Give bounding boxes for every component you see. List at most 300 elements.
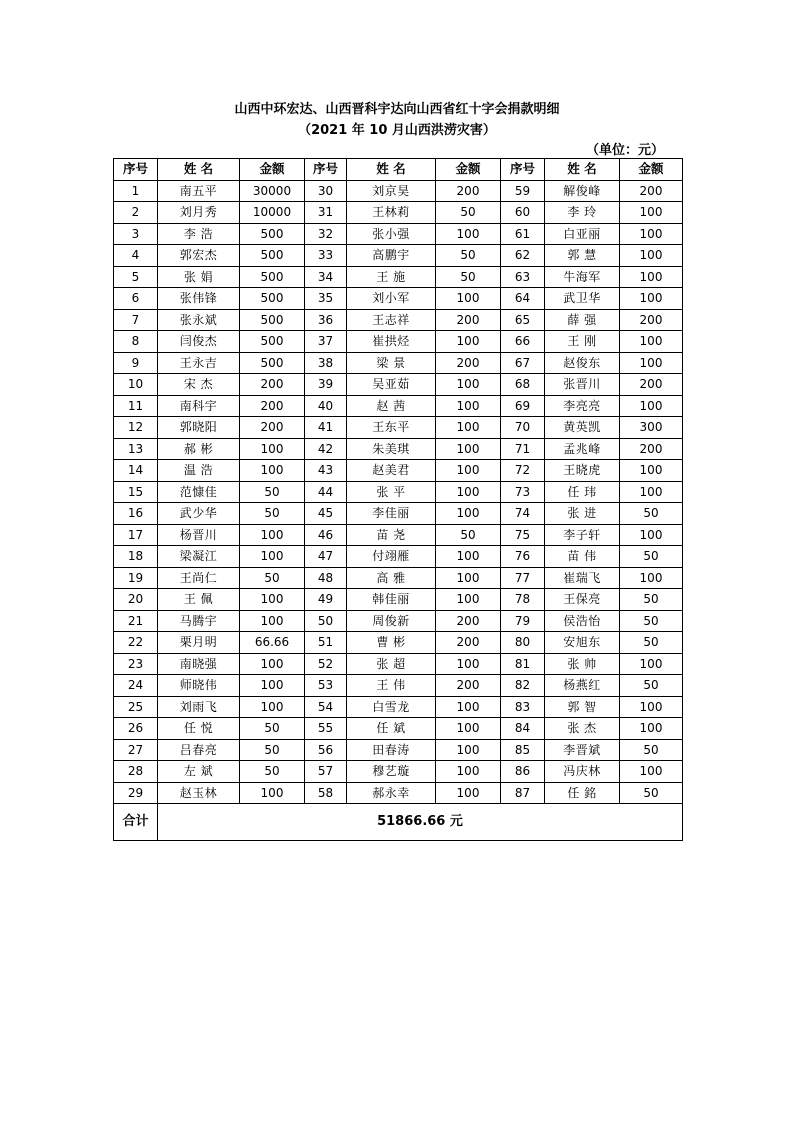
- cell-amount: 100: [436, 653, 501, 675]
- total-label: 合计: [114, 804, 158, 841]
- cell-amount: 200: [240, 395, 305, 417]
- cell-amount: 100: [240, 610, 305, 632]
- cell-index: 57: [305, 761, 347, 783]
- cell-amount: 100: [240, 653, 305, 675]
- cell-name: 梁 景: [347, 352, 436, 374]
- cell-index: 47: [305, 546, 347, 568]
- cell-index: 22: [114, 632, 158, 654]
- cell-index: 29: [114, 782, 158, 804]
- cell-index: 13: [114, 438, 158, 460]
- cell-amount: 50: [436, 524, 501, 546]
- cell-index: 37: [305, 331, 347, 353]
- cell-index: 46: [305, 524, 347, 546]
- cell-name: 任 斌: [347, 718, 436, 740]
- cell-amount: 100: [620, 352, 683, 374]
- cell-name: 任 玮: [545, 481, 620, 503]
- cell-amount: 100: [620, 202, 683, 224]
- cell-name: 王东平: [347, 417, 436, 439]
- cell-amount: 100: [436, 460, 501, 482]
- cell-index: 14: [114, 460, 158, 482]
- cell-name: 王 佩: [158, 589, 240, 611]
- cell-name: 牛海军: [545, 266, 620, 288]
- cell-amount: 100: [240, 546, 305, 568]
- table-row: [114, 202, 683, 224]
- cell-name: 张 娟: [158, 266, 240, 288]
- cell-index: 42: [305, 438, 347, 460]
- table-row: [114, 395, 683, 417]
- cell-amount: 100: [436, 782, 501, 804]
- table-row: [114, 653, 683, 675]
- cell-name: 高 雅: [347, 567, 436, 589]
- cell-amount: 100: [240, 460, 305, 482]
- cell-amount: 100: [436, 417, 501, 439]
- cell-name: 李佳丽: [347, 503, 436, 525]
- cell-amount: 300: [620, 417, 683, 439]
- cell-amount: 50: [240, 503, 305, 525]
- cell-name: 王 伟: [347, 675, 436, 697]
- cell-amount: 50: [436, 202, 501, 224]
- cell-amount: 500: [240, 245, 305, 267]
- cell-amount: 50: [620, 739, 683, 761]
- cell-name: 范慷佳: [158, 481, 240, 503]
- cell-amount: 50: [620, 675, 683, 697]
- table-row: [114, 438, 683, 460]
- cell-amount: 50: [620, 589, 683, 611]
- cell-amount: 50: [620, 610, 683, 632]
- cell-amount: 200: [620, 180, 683, 202]
- cell-amount: 100: [436, 374, 501, 396]
- cell-amount: 50: [240, 761, 305, 783]
- cell-name: 郭 智: [545, 696, 620, 718]
- cell-name: 王永吉: [158, 352, 240, 374]
- cell-name: 温 浩: [158, 460, 240, 482]
- cell-index: 10: [114, 374, 158, 396]
- cell-amount: 100: [620, 761, 683, 783]
- cell-index: 16: [114, 503, 158, 525]
- donation-table: [113, 158, 683, 841]
- cell-index: 27: [114, 739, 158, 761]
- cell-name: 吴亚茹: [347, 374, 436, 396]
- table-row: [114, 589, 683, 611]
- cell-name: 刘雨飞: [158, 696, 240, 718]
- cell-index: 20: [114, 589, 158, 611]
- cell-amount: 200: [240, 417, 305, 439]
- cell-amount: 10000: [240, 202, 305, 224]
- header-row: [114, 159, 683, 181]
- table-row: [114, 546, 683, 568]
- cell-amount: 100: [436, 395, 501, 417]
- cell-amount: 100: [436, 503, 501, 525]
- cell-amount: 100: [436, 288, 501, 310]
- col-header-index: 序号: [114, 159, 158, 181]
- cell-amount: 100: [436, 589, 501, 611]
- col-header-amount: 金额: [436, 159, 501, 181]
- cell-index: 79: [501, 610, 545, 632]
- cell-name: 付翊雁: [347, 546, 436, 568]
- cell-amount: 100: [240, 782, 305, 804]
- cell-index: 69: [501, 395, 545, 417]
- cell-name: 李 玲: [545, 202, 620, 224]
- document-title: 山西中环宏达、山西晋科宇达向山西省红十字会捐款明细: [234, 102, 560, 117]
- cell-amount: 100: [240, 675, 305, 697]
- cell-name: 李子轩: [545, 524, 620, 546]
- cell-name: 马腾宇: [158, 610, 240, 632]
- cell-name: 黄英凯: [545, 417, 620, 439]
- cell-index: 74: [501, 503, 545, 525]
- table-row: [114, 352, 683, 374]
- table-row: [114, 331, 683, 353]
- cell-index: 3: [114, 223, 158, 245]
- cell-index: 44: [305, 481, 347, 503]
- cell-amount: 500: [240, 309, 305, 331]
- table-row: [114, 180, 683, 202]
- cell-name: 白亚丽: [545, 223, 620, 245]
- cell-index: 18: [114, 546, 158, 568]
- cell-index: 1: [114, 180, 158, 202]
- cell-index: 28: [114, 761, 158, 783]
- table-row: [114, 739, 683, 761]
- cell-amount: 100: [436, 223, 501, 245]
- cell-name: 安旭东: [545, 632, 620, 654]
- cell-name: 苗 伟: [545, 546, 620, 568]
- cell-name: 李 浩: [158, 223, 240, 245]
- cell-index: 7: [114, 309, 158, 331]
- cell-amount: 100: [240, 438, 305, 460]
- table-row: [114, 288, 683, 310]
- cell-name: 崔拱烃: [347, 331, 436, 353]
- cell-amount: 100: [620, 223, 683, 245]
- cell-name: 张 杰: [545, 718, 620, 740]
- cell-index: 64: [501, 288, 545, 310]
- cell-amount: 100: [620, 331, 683, 353]
- table-row: [114, 567, 683, 589]
- cell-amount: 100: [436, 438, 501, 460]
- table-row: [114, 761, 683, 783]
- cell-name: 郭 慧: [545, 245, 620, 267]
- col-header-amount: 金额: [240, 159, 305, 181]
- cell-index: 65: [501, 309, 545, 331]
- cell-index: 32: [305, 223, 347, 245]
- table-row: [114, 503, 683, 525]
- cell-index: 26: [114, 718, 158, 740]
- cell-index: 83: [501, 696, 545, 718]
- cell-index: 9: [114, 352, 158, 374]
- cell-amount: 100: [240, 696, 305, 718]
- cell-amount: 100: [436, 331, 501, 353]
- cell-index: 5: [114, 266, 158, 288]
- cell-name: 王志祥: [347, 309, 436, 331]
- cell-amount: 200: [240, 374, 305, 396]
- total-value: 51866.66 元: [158, 804, 683, 841]
- cell-index: 41: [305, 417, 347, 439]
- document-subtitle: （2021 年 10 月山西洪涝灾害）: [298, 123, 496, 138]
- cell-index: 21: [114, 610, 158, 632]
- cell-index: 75: [501, 524, 545, 546]
- col-header-index: 序号: [501, 159, 545, 181]
- cell-name: 王尚仁: [158, 567, 240, 589]
- cell-name: 杨晋川: [158, 524, 240, 546]
- cell-name: 王 刚: [545, 331, 620, 353]
- cell-name: 张 进: [545, 503, 620, 525]
- cell-index: 53: [305, 675, 347, 697]
- cell-index: 55: [305, 718, 347, 740]
- cell-index: 30: [305, 180, 347, 202]
- cell-amount: 100: [436, 567, 501, 589]
- cell-index: 58: [305, 782, 347, 804]
- cell-name: 李亮亮: [545, 395, 620, 417]
- cell-name: 朱美琪: [347, 438, 436, 460]
- cell-name: 师晓伟: [158, 675, 240, 697]
- cell-name: 孟兆峰: [545, 438, 620, 460]
- cell-amount: 30000: [240, 180, 305, 202]
- cell-index: 81: [501, 653, 545, 675]
- cell-name: 苗 尧: [347, 524, 436, 546]
- table-row: [114, 374, 683, 396]
- cell-index: 51: [305, 632, 347, 654]
- cell-amount: 100: [620, 395, 683, 417]
- cell-name: 侯浩怡: [545, 610, 620, 632]
- cell-index: 59: [501, 180, 545, 202]
- cell-index: 40: [305, 395, 347, 417]
- cell-name: 王保亮: [545, 589, 620, 611]
- col-header-index: 序号: [305, 159, 347, 181]
- cell-amount: 100: [436, 481, 501, 503]
- cell-index: 85: [501, 739, 545, 761]
- cell-index: 61: [501, 223, 545, 245]
- cell-index: 45: [305, 503, 347, 525]
- cell-name: 白雪龙: [347, 696, 436, 718]
- cell-amount: 100: [620, 718, 683, 740]
- cell-amount: 100: [620, 567, 683, 589]
- cell-name: 赵美君: [347, 460, 436, 482]
- cell-amount: 100: [620, 266, 683, 288]
- cell-name: 任 銘: [545, 782, 620, 804]
- cell-name: 赵玉林: [158, 782, 240, 804]
- cell-name: 张晋川: [545, 374, 620, 396]
- cell-name: 南晓强: [158, 653, 240, 675]
- cell-amount: 100: [620, 288, 683, 310]
- cell-amount: 200: [436, 675, 501, 697]
- table-row: [114, 245, 683, 267]
- cell-name: 郭晓阳: [158, 417, 240, 439]
- table-row: [114, 675, 683, 697]
- cell-index: 71: [501, 438, 545, 460]
- cell-amount: 200: [436, 180, 501, 202]
- cell-name: 梁凝江: [158, 546, 240, 568]
- col-header-amount: 金额: [620, 159, 683, 181]
- cell-amount: 100: [620, 696, 683, 718]
- cell-name: 刘小军: [347, 288, 436, 310]
- cell-index: 54: [305, 696, 347, 718]
- cell-name: 刘京昊: [347, 180, 436, 202]
- cell-index: 35: [305, 288, 347, 310]
- cell-amount: 200: [620, 438, 683, 460]
- cell-name: 李晋斌: [545, 739, 620, 761]
- cell-name: 张 平: [347, 481, 436, 503]
- cell-amount: 500: [240, 288, 305, 310]
- cell-index: 34: [305, 266, 347, 288]
- cell-index: 24: [114, 675, 158, 697]
- cell-amount: 50: [436, 245, 501, 267]
- cell-name: 韩佳丽: [347, 589, 436, 611]
- cell-amount: 100: [620, 653, 683, 675]
- cell-name: 武卫华: [545, 288, 620, 310]
- cell-amount: 200: [620, 374, 683, 396]
- cell-index: 25: [114, 696, 158, 718]
- unit-label: （单位：元）: [585, 143, 664, 158]
- cell-name: 南五平: [158, 180, 240, 202]
- cell-index: 67: [501, 352, 545, 374]
- cell-name: 郝 彬: [158, 438, 240, 460]
- cell-index: 12: [114, 417, 158, 439]
- cell-index: 80: [501, 632, 545, 654]
- table-row: [114, 309, 683, 331]
- cell-amount: 500: [240, 266, 305, 288]
- cell-amount: 200: [436, 610, 501, 632]
- table-row: [114, 223, 683, 245]
- col-header-name: 姓 名: [545, 159, 620, 181]
- cell-index: 8: [114, 331, 158, 353]
- cell-name: 王晓虎: [545, 460, 620, 482]
- cell-name: 武少华: [158, 503, 240, 525]
- table-row: [114, 417, 683, 439]
- cell-amount: 100: [436, 718, 501, 740]
- cell-name: 闫俊杰: [158, 331, 240, 353]
- cell-index: 73: [501, 481, 545, 503]
- cell-amount: 100: [240, 524, 305, 546]
- cell-name: 王林莉: [347, 202, 436, 224]
- cell-index: 84: [501, 718, 545, 740]
- cell-amount: 100: [240, 589, 305, 611]
- cell-name: 郝永幸: [347, 782, 436, 804]
- table-body: [114, 180, 683, 804]
- cell-name: 田春涛: [347, 739, 436, 761]
- cell-name: 王 施: [347, 266, 436, 288]
- cell-name: 杨燕红: [545, 675, 620, 697]
- table-row: [114, 718, 683, 740]
- cell-amount: 200: [436, 352, 501, 374]
- cell-name: 穆艺璇: [347, 761, 436, 783]
- cell-index: 2: [114, 202, 158, 224]
- cell-amount: 100: [436, 696, 501, 718]
- cell-index: 78: [501, 589, 545, 611]
- cell-index: 43: [305, 460, 347, 482]
- cell-index: 68: [501, 374, 545, 396]
- cell-index: 63: [501, 266, 545, 288]
- cell-name: 郭宏杰: [158, 245, 240, 267]
- cell-index: 66: [501, 331, 545, 353]
- table-row: [114, 632, 683, 654]
- cell-index: 56: [305, 739, 347, 761]
- cell-amount: 50: [620, 503, 683, 525]
- table-row: [114, 696, 683, 718]
- cell-name: 曹 彬: [347, 632, 436, 654]
- cell-name: 刘月秀: [158, 202, 240, 224]
- cell-index: 39: [305, 374, 347, 396]
- cell-name: 赵 茜: [347, 395, 436, 417]
- cell-amount: 50: [240, 481, 305, 503]
- cell-index: 52: [305, 653, 347, 675]
- cell-name: 张 超: [347, 653, 436, 675]
- cell-name: 赵俊东: [545, 352, 620, 374]
- cell-amount: 200: [436, 309, 501, 331]
- table-row: [114, 266, 683, 288]
- cell-amount: 66.66: [240, 632, 305, 654]
- cell-amount: 100: [620, 524, 683, 546]
- cell-amount: 200: [620, 309, 683, 331]
- cell-name: 栗月明: [158, 632, 240, 654]
- cell-amount: 50: [240, 718, 305, 740]
- cell-index: 76: [501, 546, 545, 568]
- cell-index: 62: [501, 245, 545, 267]
- cell-index: 23: [114, 653, 158, 675]
- cell-name: 高鹏宇: [347, 245, 436, 267]
- cell-index: 4: [114, 245, 158, 267]
- cell-index: 87: [501, 782, 545, 804]
- table-row: [114, 610, 683, 632]
- cell-name: 左 斌: [158, 761, 240, 783]
- cell-index: 48: [305, 567, 347, 589]
- table-row: [114, 782, 683, 804]
- cell-name: 张伟锋: [158, 288, 240, 310]
- cell-amount: 100: [436, 739, 501, 761]
- cell-name: 张 帅: [545, 653, 620, 675]
- total-row: [114, 804, 683, 841]
- cell-name: 张小强: [347, 223, 436, 245]
- cell-index: 6: [114, 288, 158, 310]
- cell-amount: 100: [620, 481, 683, 503]
- cell-amount: 50: [620, 782, 683, 804]
- cell-name: 张永斌: [158, 309, 240, 331]
- cell-amount: 500: [240, 331, 305, 353]
- cell-amount: 50: [240, 739, 305, 761]
- cell-index: 82: [501, 675, 545, 697]
- col-header-name: 姓 名: [158, 159, 240, 181]
- cell-index: 36: [305, 309, 347, 331]
- cell-amount: 50: [436, 266, 501, 288]
- cell-index: 86: [501, 761, 545, 783]
- cell-name: 冯庆林: [545, 761, 620, 783]
- cell-amount: 500: [240, 223, 305, 245]
- cell-index: 72: [501, 460, 545, 482]
- cell-index: 11: [114, 395, 158, 417]
- cell-amount: 100: [620, 245, 683, 267]
- cell-name: 吕春亮: [158, 739, 240, 761]
- cell-index: 33: [305, 245, 347, 267]
- table-row: [114, 481, 683, 503]
- cell-amount: 200: [436, 632, 501, 654]
- cell-amount: 100: [620, 460, 683, 482]
- cell-name: 解俊峰: [545, 180, 620, 202]
- cell-name: 崔瑞飞: [545, 567, 620, 589]
- table-row: [114, 524, 683, 546]
- cell-name: 任 悦: [158, 718, 240, 740]
- cell-amount: 50: [240, 567, 305, 589]
- cell-index: 49: [305, 589, 347, 611]
- cell-index: 70: [501, 417, 545, 439]
- cell-index: 31: [305, 202, 347, 224]
- cell-index: 77: [501, 567, 545, 589]
- cell-amount: 50: [620, 632, 683, 654]
- cell-index: 19: [114, 567, 158, 589]
- col-header-name: 姓 名: [347, 159, 436, 181]
- cell-name: 宋 杰: [158, 374, 240, 396]
- cell-amount: 500: [240, 352, 305, 374]
- cell-name: 薛 强: [545, 309, 620, 331]
- cell-index: 15: [114, 481, 158, 503]
- cell-index: 17: [114, 524, 158, 546]
- cell-index: 50: [305, 610, 347, 632]
